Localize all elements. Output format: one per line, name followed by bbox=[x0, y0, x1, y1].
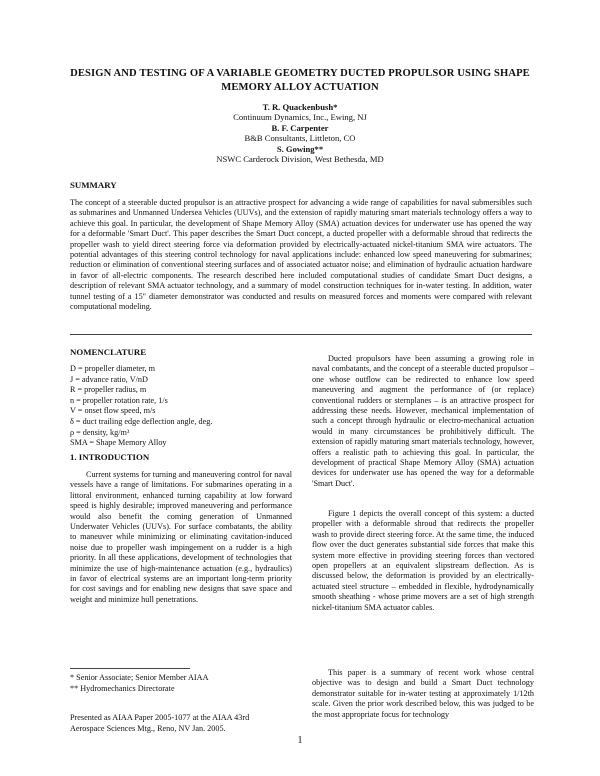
footnote-divider bbox=[70, 668, 190, 669]
nomenclature-item: ρ = density, kg/m³ bbox=[70, 427, 130, 437]
nomenclature-item: n = propeller rotation rate, 1/s bbox=[70, 395, 168, 405]
author-affiliation: Continuum Dynamics, Inc., Ewing, NJ bbox=[233, 112, 367, 123]
nomenclature-heading: NOMENCLATURE bbox=[70, 347, 147, 357]
author-affiliation: B&B Consultants, Littleton, CO bbox=[244, 133, 356, 144]
section-divider bbox=[70, 334, 532, 335]
presented-note bbox=[70, 712, 292, 734]
author-name: B. F. Carpenter bbox=[271, 122, 329, 133]
summary-text: The concept of a steerable ducted propulsor is an attractive prospect for advancing a wide range of capabilities for naval submersibles such as submarines and Unmanned Undersea Vehicles (UUVs), and the extension of rapidly maturing smart materials technology offers a way to achieve this goal. In particular, the development of Shape Memory Alloy (SMA) actuation devices for underwater use has opened the way for a deformable 'Smart Duct'. This paper describes the Smart Duct concept, a ducted propeller with a deformable shroud that redirects the propeller wash to yield direct steering force via deformation provided by electrically-actuated nickel-titanium SMA wire actuators. The potential advantages of this steering control technology for naval applications include: enhanced low speed maneuvering for submarines; reduction or elimination of conventional steering surfaces and of associated actuator noise; and elimination of hydraulic actuation hardware in favor of all-electric components. The research described here included computational studies of candidate Smart Duct designs, a description of relevant SMA actuator technology, and a summary of model construction techniques for in-water testing. In addition, water tunnel testing of a 15" diameter demonstrator was conducted and results on measured forces and moments were compared with relevant computational modeling. bbox=[70, 198, 532, 312]
footnotes bbox=[70, 672, 292, 694]
presented-line: Aerospace Sciences Mtg., Reno, NV Jan. 2005. bbox=[70, 724, 226, 733]
footnote: * Senior Associate; Senior Member AIAA bbox=[70, 673, 209, 682]
nomenclature-item: δ = duct trailing edge deflection angle, deg. bbox=[70, 416, 213, 426]
nomenclature-item: R = propeller radius, m bbox=[70, 385, 147, 395]
author-block bbox=[100, 102, 500, 164]
right-column-paragraph: Ducted propulsors have been assuming a growing role in naval combatants, and the concept of a steerable ducted propulsor – one whose outflow can be redirected to enhance low speed maneuvering and augment the performance of (or replace) conventional rudders or sternplanes – is an attractive prospect for addressing these needs. However, mechanical implementation of such a concept through hydraulic or electro-mechanical actuation would in many circumstances be prohibitively difficult. The extension of rapidly maturing smart materials technology, however, offers a realistic path to achieving this goal. In particular, the development of practical Shape Memory Alloy (SMA) actuation devices for underwater use has opened the way for a deformable 'Smart Duct'. bbox=[312, 354, 534, 488]
paper-title: DESIGN AND TESTING OF A VARIABLE GEOMETRY DUCTED PROPULSOR USING SHAPE MEMORY ALLOY ACTUATION bbox=[70, 68, 530, 93]
author-name: T. R. Quackenbush* bbox=[262, 102, 338, 112]
nomenclature-item: D = propeller diameter, m bbox=[70, 364, 155, 373]
author-name: S. Gowing** bbox=[276, 143, 324, 154]
author-affiliation: NSWC Carderock Division, West Bethesda, MD bbox=[216, 154, 384, 165]
nomenclature-item: V = onset flow speed, m/s bbox=[70, 406, 156, 416]
nomenclature-item: SMA = Shape Memory Alloy bbox=[70, 438, 167, 448]
nomenclature-item: J = advance ratio, V/nD bbox=[70, 374, 148, 384]
summary-heading: SUMMARY bbox=[70, 180, 117, 190]
presented-line: Presented as AIAA Paper 2005-1077 at the AIAA 43rd bbox=[70, 713, 250, 722]
right-column-paragraph: Figure 1 depicts the overall concept of this system: a ducted propeller with a deformable shroud that redirects the propeller wash to provide direct steering force. At the same time, the induced flow over the duct generates substantial side forces that make this system more effective in providing steering forces than vectored open propellers at an equivalent slipstream deflection. As is discussed below, the deformation is provided by an electrically-actuated steel structure – embedded in flexible, hydrodynamically smooth sheathing - whose prime movers are a set of high strength nickel-titanium SMA actuator cables. bbox=[312, 509, 534, 612]
introduction-text: Current systems for turning and maneuvering control for naval vessels have a range of limitations. For submarines operating in a littoral environment, enhanced turning capability at low forward speed is highly desirable; improved maneuvering and performance would also benefit the coming generation of Unmanned Underwater Vehicles (UUVs). For surface combatants, the ability to maneuver while minimizing or eliminating cavitation-induced noise due to propeller wash impingement on a rudder is a high priority. In all these applications, development of technologies that minimize the use of high-maintenance actuation (e.g., hydraulics) in favor of electrical systems are an important long-term priority for cost savings and for enabling new designs that save space and weight and minimize hull penetrations. bbox=[70, 470, 292, 604]
page-number: 1 bbox=[297, 735, 303, 746]
introduction-heading: 1. INTRODUCTION bbox=[70, 452, 150, 462]
right-column-paragraph: This paper is a summary of recent work whose central objective was to design and build a Smart Duct technology demonstrator suitable for in-water testing at approximately 1/12th scale. Given the prior work described below, this was judged to be the most appropriate focus for technology bbox=[312, 668, 534, 719]
footnote: ** Hydromechanics Directorate bbox=[70, 684, 175, 693]
nomenclature-list bbox=[70, 364, 290, 449]
